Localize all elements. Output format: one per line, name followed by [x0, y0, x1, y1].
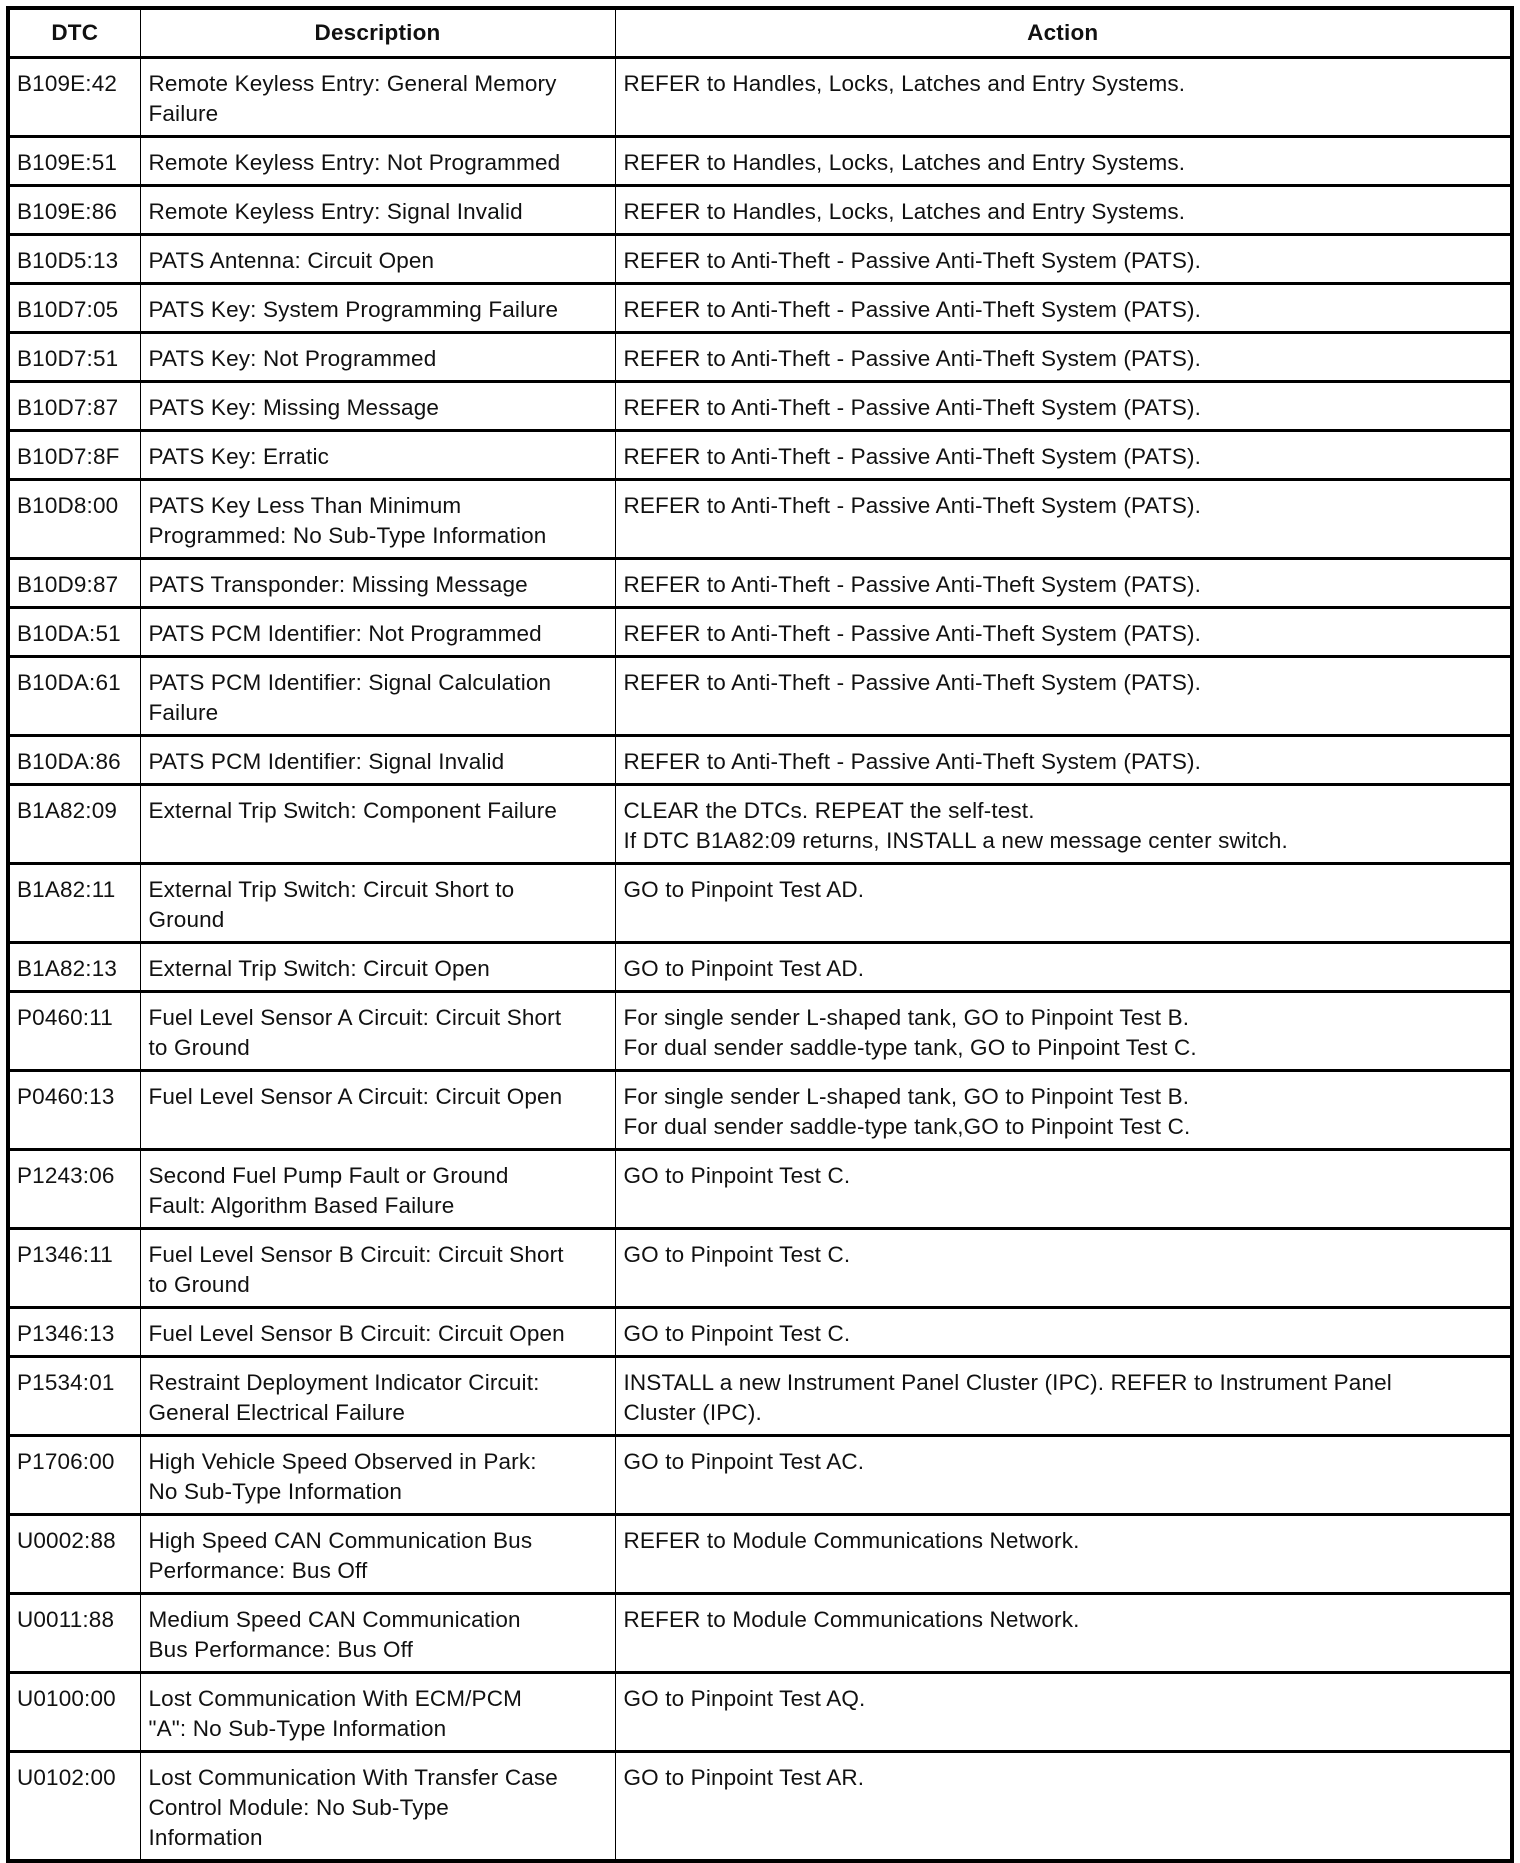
dtc-code-cell: B10D7:51	[8, 333, 140, 382]
table-row	[8, 284, 1512, 333]
description-cell	[140, 1229, 615, 1308]
action-cell	[615, 785, 1512, 864]
table-row	[8, 1150, 1512, 1229]
dtc-code-cell: B10D7:87	[8, 382, 140, 431]
description-cell	[140, 431, 615, 480]
description-line: PATS Key: Erratic	[148, 444, 330, 469]
description-line: PATS Key Less Than Minimum	[148, 493, 462, 518]
action-cell	[615, 1308, 1512, 1357]
description-line: General Electrical Failure	[148, 1400, 405, 1425]
table-row	[8, 137, 1512, 186]
description-cell	[140, 785, 615, 864]
table-row	[8, 480, 1512, 559]
description-line: PATS PCM Identifier: Not Programmed	[148, 621, 542, 646]
action-line: REFER to Module Communications Network.	[623, 1607, 1080, 1632]
description-cell	[140, 559, 615, 608]
description-line: PATS Key: Missing Message	[148, 395, 440, 420]
table-row	[8, 1357, 1512, 1436]
action-line: REFER to Anti-Theft - Passive Anti-Theft System (PATS).	[623, 395, 1202, 420]
action-cell	[615, 1594, 1512, 1673]
table-row	[8, 1308, 1512, 1357]
action-line: GO to Pinpoint Test C.	[623, 1321, 851, 1346]
description-line: Remote Keyless Entry: Not Programmed	[148, 150, 561, 175]
description-cell	[140, 1673, 615, 1752]
action-line: GO to Pinpoint Test AC.	[623, 1449, 865, 1474]
action-line: REFER to Anti-Theft - Passive Anti-Theft System (PATS).	[623, 749, 1202, 774]
dtc-code-cell: B10D7:05	[8, 284, 140, 333]
dtc-code-cell: U0011:88	[8, 1594, 140, 1673]
action-line: REFER to Handles, Locks, Latches and Entry Systems.	[623, 71, 1186, 96]
action-line: REFER to Module Communications Network.	[623, 1528, 1080, 1553]
table-row	[8, 559, 1512, 608]
description-line: Fuel Level Sensor A Circuit: Circuit Open	[148, 1084, 563, 1109]
description-line: Fuel Level Sensor B Circuit: Circuit Open	[148, 1321, 565, 1346]
description-line: "A": No Sub-Type Information	[148, 1716, 447, 1741]
action-line: For single sender L-shaped tank, GO to Pinpoint Test B.	[623, 1084, 1190, 1109]
action-line: REFER to Anti-Theft - Passive Anti-Theft System (PATS).	[623, 444, 1202, 469]
action-cell	[615, 608, 1512, 657]
description-line: Programmed: No Sub-Type Information	[148, 523, 547, 548]
description-cell	[140, 186, 615, 235]
description-line: Remote Keyless Entry: General Memory	[148, 71, 557, 96]
action-line: GO to Pinpoint Test C.	[623, 1163, 851, 1188]
table-row	[8, 608, 1512, 657]
action-line: REFER to Anti-Theft - Passive Anti-Theft System (PATS).	[623, 248, 1202, 273]
table-row	[8, 943, 1512, 992]
dtc-code-cell: U0102:00	[8, 1752, 140, 1862]
action-cell	[615, 864, 1512, 943]
dtc-code-cell: B1A82:13	[8, 943, 140, 992]
description-line: PATS PCM Identifier: Signal Invalid	[148, 749, 505, 774]
action-cell	[615, 657, 1512, 736]
action-line: REFER to Anti-Theft - Passive Anti-Theft System (PATS).	[623, 670, 1202, 695]
description-cell	[140, 1752, 615, 1862]
description-line: Medium Speed CAN Communication	[148, 1607, 521, 1632]
action-cell	[615, 58, 1512, 137]
action-cell	[615, 1673, 1512, 1752]
action-line: GO to Pinpoint Test AD.	[623, 877, 865, 902]
dtc-code-cell: U0100:00	[8, 1673, 140, 1752]
description-line: Second Fuel Pump Fault or Ground	[148, 1163, 509, 1188]
action-line: REFER to Handles, Locks, Latches and Entry Systems.	[623, 199, 1186, 224]
dtc-code-cell: U0002:88	[8, 1515, 140, 1594]
table-row	[8, 736, 1512, 785]
action-cell	[615, 480, 1512, 559]
dtc-code-cell: P0460:13	[8, 1071, 140, 1150]
action-cell	[615, 186, 1512, 235]
table-row	[8, 1673, 1512, 1752]
description-cell	[140, 137, 615, 186]
description-cell	[140, 1071, 615, 1150]
description-line: External Trip Switch: Circuit Open	[148, 956, 490, 981]
action-line: REFER to Anti-Theft - Passive Anti-Theft System (PATS).	[623, 297, 1202, 322]
action-line: If DTC B1A82:09 returns, INSTALL a new message center switch.	[623, 828, 1288, 853]
description-cell	[140, 657, 615, 736]
description-cell	[140, 608, 615, 657]
action-cell	[615, 1515, 1512, 1594]
table-row	[8, 58, 1512, 137]
description-line: Failure	[148, 700, 219, 725]
table-row	[8, 992, 1512, 1071]
action-line: INSTALL a new Instrument Panel Cluster (IPC). REFER to Instrument Panel	[623, 1370, 1392, 1395]
description-line: External Trip Switch: Component Failure	[148, 798, 558, 823]
description-line: Lost Communication With Transfer Case	[148, 1765, 558, 1790]
description-line: Ground	[148, 907, 225, 932]
description-cell	[140, 736, 615, 785]
table-row	[8, 235, 1512, 284]
table-body	[8, 58, 1512, 1862]
description-line: Remote Keyless Entry: Signal Invalid	[148, 199, 523, 224]
action-line: REFER to Anti-Theft - Passive Anti-Theft System (PATS).	[623, 572, 1202, 597]
action-line: REFER to Anti-Theft - Passive Anti-Theft System (PATS).	[623, 621, 1202, 646]
action-line: GO to Pinpoint Test AD.	[623, 956, 865, 981]
action-line: For single sender L-shaped tank, GO to Pinpoint Test B.	[623, 1005, 1190, 1030]
table-row	[8, 785, 1512, 864]
action-cell	[615, 1229, 1512, 1308]
dtc-code-cell: P1534:01	[8, 1357, 140, 1436]
action-cell	[615, 1436, 1512, 1515]
dtc-code-cell: P0460:11	[8, 992, 140, 1071]
description-line: Lost Communication With ECM/PCM	[148, 1686, 522, 1711]
dtc-code-cell: P1346:13	[8, 1308, 140, 1357]
action-line: GO to Pinpoint Test C.	[623, 1242, 851, 1267]
description-cell	[140, 864, 615, 943]
description-line: Information	[148, 1825, 263, 1850]
dtc-code-cell: B10D5:13	[8, 235, 140, 284]
action-line: REFER to Anti-Theft - Passive Anti-Theft System (PATS).	[623, 493, 1202, 518]
table-row	[8, 1436, 1512, 1515]
dtc-code-cell: B1A82:09	[8, 785, 140, 864]
description-cell	[140, 1515, 615, 1594]
dtc-code-cell: B10D9:87	[8, 559, 140, 608]
dtc-code-cell: B1A82:11	[8, 864, 140, 943]
description-line: External Trip Switch: Circuit Short to	[148, 877, 515, 902]
action-cell	[615, 1150, 1512, 1229]
table-row	[8, 864, 1512, 943]
table-row	[8, 657, 1512, 736]
action-line: Cluster (IPC).	[623, 1400, 762, 1425]
dtc-table-container	[6, 6, 1514, 1863]
dtc-code-cell: P1346:11	[8, 1229, 140, 1308]
dtc-code-cell: P1243:06	[8, 1150, 140, 1229]
action-line: REFER to Handles, Locks, Latches and Entry Systems.	[623, 150, 1186, 175]
table-row	[8, 333, 1512, 382]
table-row	[8, 382, 1512, 431]
dtc-code-cell: B109E:51	[8, 137, 140, 186]
description-line: PATS PCM Identifier: Signal Calculation	[148, 670, 552, 695]
header-description: Description	[140, 8, 615, 58]
action-cell	[615, 137, 1512, 186]
description-cell	[140, 284, 615, 333]
description-cell	[140, 943, 615, 992]
table-row	[8, 431, 1512, 480]
action-cell	[615, 1357, 1512, 1436]
description-cell	[140, 1436, 615, 1515]
table-header-row	[8, 8, 1512, 58]
action-cell	[615, 943, 1512, 992]
header-action: Action	[615, 8, 1512, 58]
description-cell	[140, 992, 615, 1071]
dtc-table	[6, 6, 1514, 1863]
description-line: Fuel Level Sensor A Circuit: Circuit Short	[148, 1005, 562, 1030]
action-cell	[615, 382, 1512, 431]
action-line: For dual sender saddle-type tank, GO to Pinpoint Test C.	[623, 1035, 1197, 1060]
description-line: Restraint Deployment Indicator Circuit:	[148, 1370, 540, 1395]
description-line: to Ground	[148, 1035, 250, 1060]
dtc-code-cell: P1706:00	[8, 1436, 140, 1515]
description-cell	[140, 382, 615, 431]
description-line: to Ground	[148, 1272, 250, 1297]
description-cell	[140, 333, 615, 382]
description-cell	[140, 1357, 615, 1436]
description-line: Fuel Level Sensor B Circuit: Circuit Short	[148, 1242, 564, 1267]
table-row	[8, 1515, 1512, 1594]
description-cell	[140, 1308, 615, 1357]
description-line: High Speed CAN Communication Bus	[148, 1528, 533, 1553]
description-line: PATS Transponder: Missing Message	[148, 572, 528, 597]
description-line: High Vehicle Speed Observed in Park:	[148, 1449, 537, 1474]
description-cell	[140, 1150, 615, 1229]
dtc-code-cell: B10DA:51	[8, 608, 140, 657]
table-row	[8, 1071, 1512, 1150]
action-cell	[615, 992, 1512, 1071]
description-line: Performance: Bus Off	[148, 1558, 368, 1583]
action-cell	[615, 559, 1512, 608]
description-line: PATS Antenna: Circuit Open	[148, 248, 435, 273]
action-cell	[615, 1071, 1512, 1150]
action-line: GO to Pinpoint Test AR.	[623, 1765, 865, 1790]
description-cell	[140, 235, 615, 284]
table-row	[8, 1594, 1512, 1673]
description-line: PATS Key: Not Programmed	[148, 346, 437, 371]
dtc-code-cell: B10D8:00	[8, 480, 140, 559]
description-line: PATS Key: System Programming Failure	[148, 297, 559, 322]
description-cell	[140, 58, 615, 137]
action-cell	[615, 333, 1512, 382]
action-cell	[615, 235, 1512, 284]
description-line: Failure	[148, 101, 219, 126]
action-cell	[615, 284, 1512, 333]
description-cell	[140, 1594, 615, 1673]
description-line: Fault: Algorithm Based Failure	[148, 1193, 455, 1218]
dtc-code-cell: B10D7:8F	[8, 431, 140, 480]
action-line: GO to Pinpoint Test AQ.	[623, 1686, 866, 1711]
action-cell	[615, 1752, 1512, 1862]
table-row	[8, 186, 1512, 235]
action-line: REFER to Anti-Theft - Passive Anti-Theft System (PATS).	[623, 346, 1202, 371]
action-line: For dual sender saddle-type tank,GO to Pinpoint Test C.	[623, 1114, 1191, 1139]
table-row	[8, 1752, 1512, 1862]
dtc-code-cell: B109E:42	[8, 58, 140, 137]
action-cell	[615, 431, 1512, 480]
description-line: Control Module: No Sub-Type	[148, 1795, 449, 1820]
description-line: No Sub-Type Information	[148, 1479, 403, 1504]
header-dtc: DTC	[8, 8, 140, 58]
table-row	[8, 1229, 1512, 1308]
description-cell	[140, 480, 615, 559]
action-cell	[615, 736, 1512, 785]
action-line: CLEAR the DTCs. REPEAT the self-test.	[623, 798, 1035, 823]
description-line: Bus Performance: Bus Off	[148, 1637, 414, 1662]
dtc-code-cell: B10DA:86	[8, 736, 140, 785]
dtc-code-cell: B10DA:61	[8, 657, 140, 736]
dtc-code-cell: B109E:86	[8, 186, 140, 235]
